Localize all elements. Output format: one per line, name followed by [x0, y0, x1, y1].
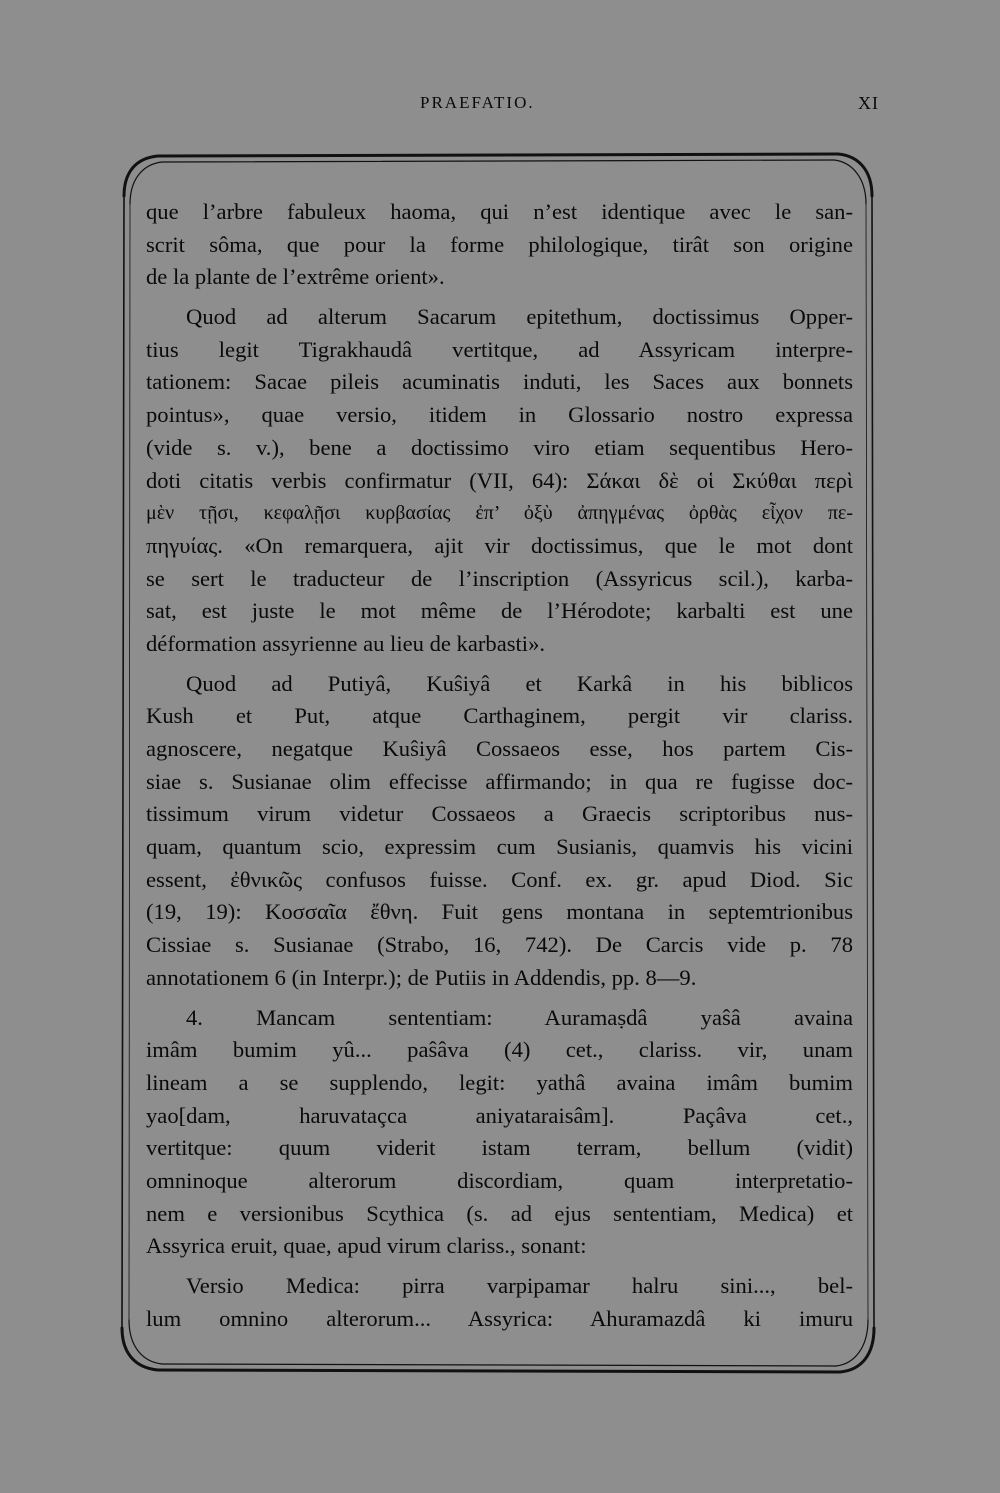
text-line: (19, 19): Κοσσαῖα ἔθνη. Fuit gens montana in septemtrionibus [146, 899, 853, 925]
text-line: Assyrica eruit, quae, apud virum clariss., sonant: [146, 1233, 587, 1259]
text-line: scrit sôma, que pour la forme philologique, tirât son origine [146, 231, 853, 257]
paragraph [146, 1002, 853, 1264]
text-line: lineam a se supplendo, legit: yathâ avaina imâm bumim [146, 1069, 853, 1095]
text-line: doti citatis verbis confirmatur (VII, 64): Σάκαι δὲ οἱ Σκύθαι περὶ [146, 467, 853, 493]
text-line: omninoque alterorum discordiam, quam interpretatio- [146, 1167, 853, 1193]
text-line: tius legit Tigrakhaudâ vertitque, ad Assyricam interpre- [146, 336, 853, 362]
text-line: de la plante de l’extrême orient». [146, 264, 445, 290]
text-line: yao[dam, haruvataçca aniyataraisâm]. Paçâva cet., [146, 1102, 853, 1128]
text-line: tationem: Sacae pileis acuminatis induti, les Saces aux bonnets [146, 369, 853, 395]
paragraph [146, 196, 853, 294]
main-text [146, 196, 853, 1335]
text-line-greek: μὲν τῇσι, κεφαλῇσι κυρβασίας ἐπ’ ὀξὺ ἀπηγμένας ὀρθὰς εἶχον πε- [146, 502, 853, 525]
text-line: Versio Medica: pirra varpipamar halru sini..., bel- [186, 1273, 853, 1298]
paragraph [146, 668, 853, 995]
text-line: quam, quantum scio, expressim cum Susianis, quamvis his vicini [146, 834, 853, 860]
text-line: Quod ad Putiyâ, Kuŝiyâ et Karkâ in his biblicos [186, 670, 853, 696]
text-line: (vide s. v.), bene a doctissimo viro etiam sequentibus Hero- [146, 434, 853, 460]
text-line: Kush et Put, atque Carthaginem, pergit vir clariss. [146, 703, 853, 729]
text-line: sat, est juste le mot même de l’Hérodote; karbalti est une [146, 598, 853, 624]
text-line: vertitque: quum viderit istam terram, bellum (vidit) [146, 1135, 853, 1161]
running-title: PRAEFATIO. [420, 93, 535, 112]
text-line: nem e versionibus Scythica (s. ad ejus sententiam, Medica) et [146, 1200, 853, 1226]
text-line: que l’arbre fabuleux haoma, qui n’est identique avec le san- [146, 199, 853, 224]
text-line: pointus», quae versio, itidem in Glossario nostro expressa [146, 402, 853, 428]
text-line: Quod ad alterum Sacarum epitethum, doctissimus Opper- [186, 304, 853, 330]
text-line: imâm bumim yû... paŝâva (4) cet., clariss. vir, unam [146, 1037, 853, 1063]
paragraph [146, 1270, 853, 1335]
text-line: Cissiae s. Susianae (Strabo, 16, 742). De Carcis vide p. 78 [146, 932, 853, 958]
text-line: annotationem 6 (in Interpr.); de Putiis in Addendis, pp. 8—9. [146, 964, 697, 990]
text-line: se sert le traducteur de l’inscription (Assyricus scil.), karba- [146, 565, 853, 591]
running-head [0, 93, 1000, 117]
text-line: siae s. Susianae olim effecisse affirmando; in qua re fugisse doc- [146, 768, 853, 794]
page-number: XI [858, 93, 879, 113]
text-line: tissimum virum videtur Cossaeos a Graecis scriptoribus nus- [146, 801, 853, 827]
text-line: agnoscere, negatque Kuŝiyâ Cossaeos esse, hos partem Cis- [146, 736, 853, 761]
text-line: lum omnino alterorum... Assyrica: Ahuramazdâ ki imuru [146, 1305, 853, 1331]
text-line: déformation assyrienne au lieu de karbasti». [146, 630, 546, 656]
text-line: πηγυίας. «On remarquera, ajit vir doctissimus, que le mot dont [146, 532, 853, 558]
text-line: 4. Mancam sententiam: Auramaṣdâ yaŝâ avaina [186, 1004, 853, 1030]
text-line: essent, ἐθνικῶς confusos fuisse. Conf. ex. gr. apud Diod. Sic [146, 866, 853, 892]
paragraph [146, 301, 853, 661]
